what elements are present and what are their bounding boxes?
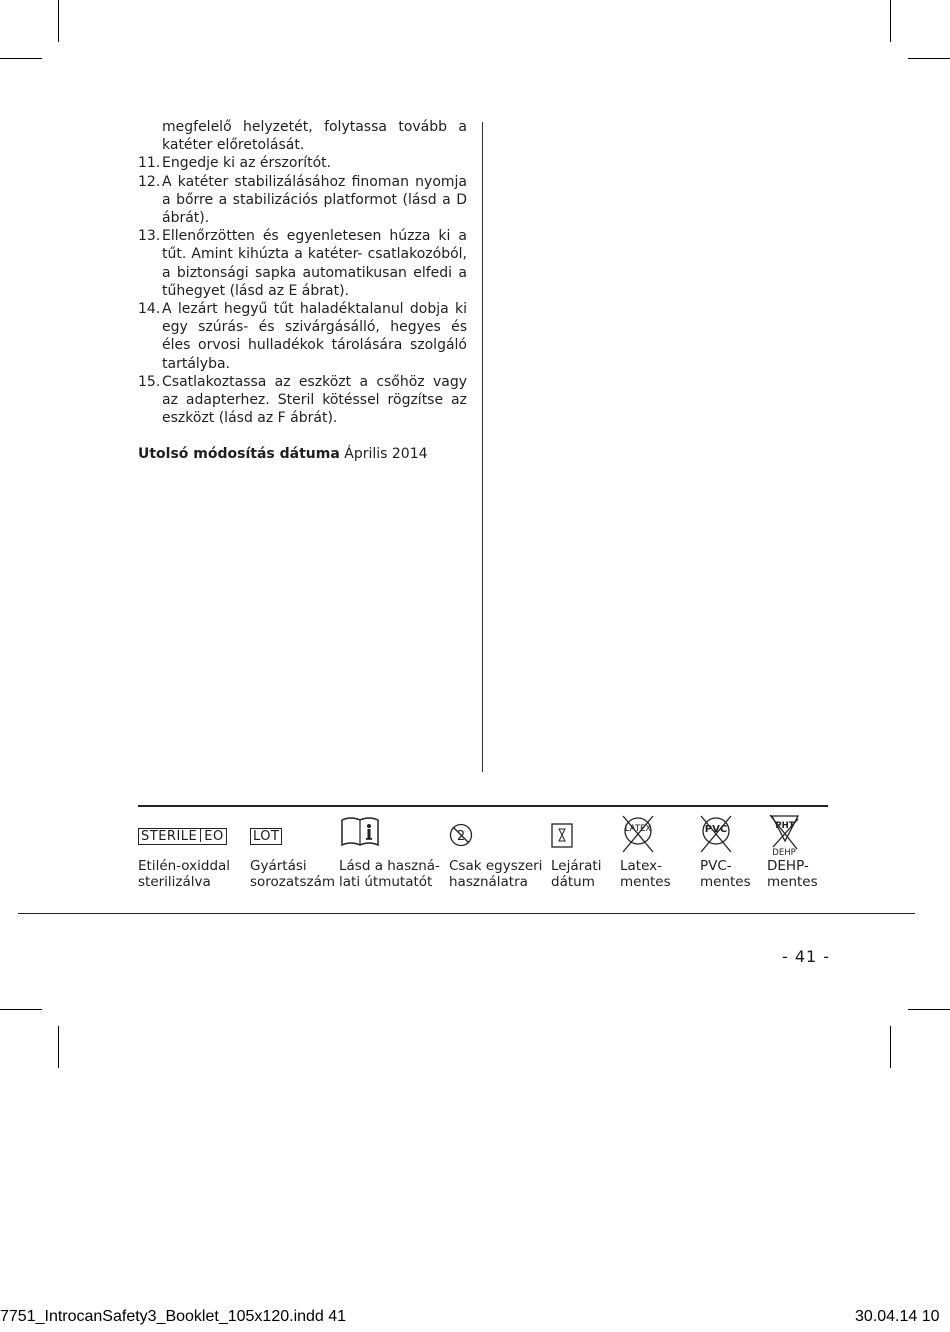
crop-mark — [0, 58, 42, 59]
symbol-label: mentes — [700, 873, 751, 890]
crop-mark — [58, 1026, 59, 1068]
crop-mark — [908, 1009, 950, 1010]
symbol-label: használatra — [449, 873, 528, 890]
symbols-top-rule — [138, 805, 828, 807]
column-divider — [482, 122, 483, 772]
symbol-label: lati útmutatót — [339, 873, 433, 890]
revision-label: Utolsó módosítás dátuma — [138, 446, 340, 463]
latex-free-icon — [620, 815, 656, 855]
sterile-text: STERILE — [141, 829, 198, 844]
continuation-paragraph: megfelelő helyzetét, folytassa tovább a katéter előretolását. — [162, 119, 467, 154]
dehp-free-icon — [767, 815, 803, 857]
symbol-single-use — [449, 815, 543, 890]
symbol-label: Csak egyszeri — [449, 858, 543, 874]
list-item — [138, 373, 467, 428]
list-item — [138, 300, 467, 373]
step-text: Ellenőrzötten és egyenletesen húzza ki a tűt. Amint kihúzta a katéter- csatlakozóból, a biztonsági sapka automatikusan elfedi a tűhegyet (lásd az E ábrat). — [162, 228, 467, 299]
list-item — [138, 173, 467, 228]
crop-mark — [58, 0, 59, 42]
expiry-date-icon — [551, 815, 575, 851]
symbol-dehp-free — [767, 815, 818, 890]
symbol-pvc-free — [700, 815, 751, 890]
list-item — [138, 227, 467, 300]
symbol-label: PVC- — [700, 858, 732, 874]
crop-mark — [890, 1026, 891, 1068]
dehp-icon-text: DEHP — [772, 848, 796, 857]
slug-file-name: 7751_IntrocanSafety3_Booklet_105x120.indd 41 — [0, 1308, 347, 1325]
symbol-latex-free — [620, 815, 671, 890]
symbol-expiry — [551, 815, 602, 890]
symbol-label: Gyártási — [250, 858, 307, 874]
step-number: 12. — [138, 173, 161, 190]
list-item — [138, 154, 467, 172]
slug-date: 30.04.14 10 — [855, 1308, 940, 1325]
step-number: 15. — [138, 373, 161, 390]
sterile-eo-icon — [138, 828, 227, 845]
crop-mark — [908, 58, 950, 59]
step-number: 14. — [138, 301, 161, 318]
page-bottom-rule — [18, 913, 915, 914]
single-use-icon-digit: 2 — [456, 829, 466, 844]
step-text: Csatlakoztassa az eszközt a csőhöz vagy az adapterhez. Steril kötéssel rögzítse az eszközt (lásd az F ábrát). — [162, 373, 467, 427]
crop-mark — [0, 1009, 42, 1010]
instruction-text-column — [138, 118, 467, 464]
step-text: A lezárt hegyű tűt haladéktalanul dobja ki egy szúrás- és szivárgásálló, hegyes és éles orvosi hulladékok tárolására szolgáló tartályba. — [162, 301, 467, 372]
eo-text: EO — [204, 829, 224, 844]
pht-icon-text: PHT — [775, 821, 795, 831]
step-text: Engedje ki az érszorítót. — [162, 155, 332, 172]
symbol-label: DEHP- — [767, 858, 809, 874]
symbol-label: sterilizálva — [138, 873, 211, 890]
symbol-label: mentes — [767, 873, 818, 890]
revision-date-line — [138, 445, 467, 463]
symbol-sterile-eo — [138, 815, 231, 890]
instructions-icon — [339, 815, 381, 849]
symbol-lot — [250, 815, 336, 890]
symbol-label: mentes — [620, 873, 671, 890]
symbol-label: Etilén-oxiddal — [138, 858, 231, 874]
pvc-icon-text: PVC — [704, 824, 728, 835]
symbol-label: sorozatszám — [250, 873, 336, 890]
lot-icon: LOT — [250, 828, 282, 845]
symbol-label: Lejárati — [551, 858, 602, 874]
symbol-label: Latex- — [620, 858, 663, 874]
pvc-free-icon — [700, 815, 736, 855]
step-text: A katéter stabilizálásához finoman nyomja a bőrre a stabilizációs platformot (lásd a D ábrát). — [162, 173, 467, 227]
symbol-label: Lásd a haszná- — [339, 858, 440, 874]
symbol-instructions — [339, 815, 440, 890]
latex-icon-text: LATEX — [624, 824, 652, 834]
single-use-icon — [449, 815, 477, 851]
step-number: 13. — [138, 228, 161, 245]
revision-date: Április 2014 — [344, 446, 428, 463]
symbol-label: dátum — [551, 873, 595, 890]
page-number: - 41 - — [782, 947, 831, 966]
step-number: 11. — [138, 155, 161, 172]
crop-mark — [890, 0, 891, 42]
